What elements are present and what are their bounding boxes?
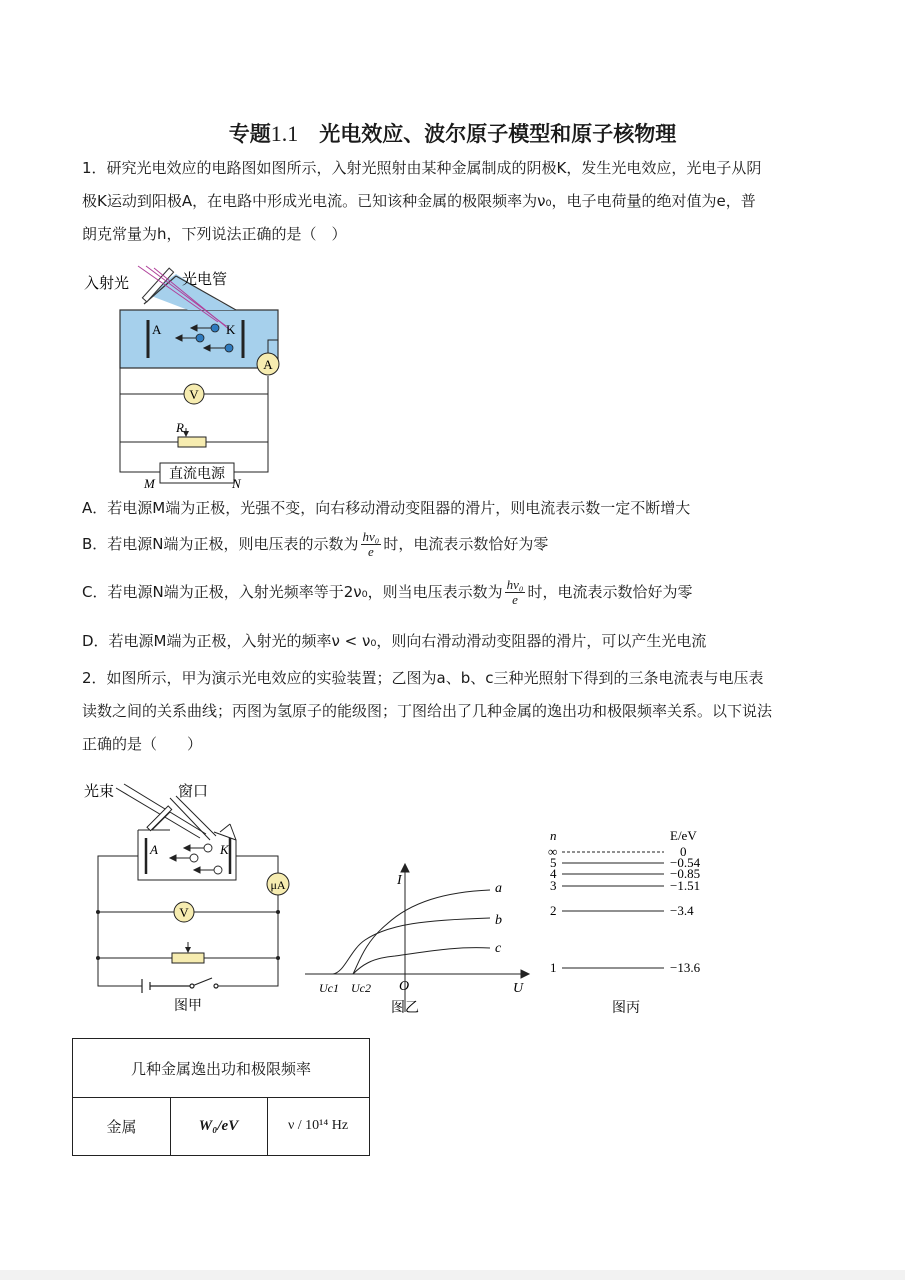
- q1-option-c: [82, 578, 692, 607]
- fig-bing-energy-levels: [540, 822, 740, 1022]
- rheostat-icon: [172, 953, 204, 963]
- terminal-m-label: M: [144, 476, 155, 491]
- level-n: ∞: [548, 844, 558, 859]
- q2-line3: 正确的是（ ）: [82, 735, 203, 753]
- ammeter-label: A: [263, 357, 273, 372]
- title-number: 1.1: [270, 121, 299, 146]
- q1-line2: 极K运动到阳极A，在电路中形成光电流。已知该种金属的极限频率为ν₀，电子电荷量的绝对值为e，普: [82, 192, 756, 210]
- level-e: −0.54: [670, 855, 701, 870]
- voltmeter-label: V: [179, 905, 189, 920]
- fig-jia: [80, 778, 300, 1018]
- q2-line1: 如图所示，甲为演示光电效应的实验装置；乙图为a、b、c三种光照射下得到的三条电流表与电压表: [106, 669, 764, 687]
- frac-denominator: e: [512, 592, 518, 607]
- page-bottom-strip: [0, 1270, 905, 1280]
- anode-label: A: [152, 322, 162, 337]
- level-e: −3.4: [670, 903, 694, 918]
- level-e: −13.6: [670, 960, 701, 975]
- q1-option-d: D．若电源M端为正极，入射光的频率ν < ν₀，则向右滑动滑动变阻器的滑片，可以产生光电流: [82, 632, 707, 650]
- q2-number: 2．: [82, 669, 107, 687]
- curve-c-label: c: [495, 941, 502, 956]
- rheostat-icon: [178, 437, 206, 447]
- level-n: 1: [550, 960, 557, 975]
- curve-c: [353, 948, 490, 974]
- battery-switch-icon: [142, 978, 218, 993]
- resistor-label: R: [176, 420, 184, 435]
- question-2-stem: [82, 662, 827, 761]
- table-header-frequency: ν / 10¹⁴ Hz: [287, 1118, 349, 1133]
- q1-circuit-figure: [78, 264, 298, 494]
- q1-option-b-fraction: [361, 530, 382, 559]
- q1-option-c-pre: C．若电源N端为正极，入射光频率等于2ν₀，则当电压表示数为: [82, 583, 503, 601]
- window-label: 窗口: [178, 784, 209, 800]
- title-prefix: 专题: [228, 122, 271, 146]
- curve-b-label: b: [495, 913, 502, 928]
- frac-numerator: hν₀: [506, 577, 524, 592]
- anode-label: A: [150, 842, 158, 857]
- beam-label: 光束: [84, 784, 115, 800]
- tube-label: 光电管: [182, 272, 228, 288]
- q1-option-b: [82, 530, 548, 559]
- e-header: E/eV: [670, 828, 697, 843]
- fig-bing-caption: 图丙: [612, 1001, 640, 1016]
- terminal-n-label: N: [232, 476, 241, 491]
- dc-source-label: 直流电源: [169, 467, 225, 482]
- fig-jia-caption: 图甲: [174, 999, 202, 1014]
- frac-denominator: e: [368, 544, 374, 559]
- level-n: 2: [550, 903, 557, 918]
- q1-option-a: A．若电源M端为正极，光强不变，向右移动滑动变阻器的滑片，则电流表示数一定不断增大: [82, 499, 691, 517]
- level-n: 3: [550, 878, 557, 893]
- x-axis-label: U: [513, 981, 524, 996]
- q2-line2: 读数之间的关系曲线；丙图为氢原子的能级图；丁图给出了几种金属的逸出功和极限频率关系。以下说法: [82, 702, 773, 720]
- level-e: −0.85: [670, 866, 701, 881]
- fig-yi-caption: 图乙: [391, 1001, 419, 1016]
- table-caption: 几种金属逸出功和极限频率: [73, 1039, 369, 1098]
- y-axis-label: I: [397, 873, 402, 888]
- cathode-label: K: [226, 322, 236, 337]
- frac-numerator: hν₀: [362, 529, 380, 544]
- table-header-work-function: W₀/eV: [170, 1097, 268, 1155]
- cathode-label: K: [220, 842, 229, 857]
- fig-yi-chart: [305, 862, 535, 1022]
- q1-option-b-pre: B．若电源N端为正极，则电压表的示数为: [82, 535, 359, 553]
- voltmeter-label: V: [189, 387, 199, 402]
- q1-option-c-fraction: [505, 578, 526, 607]
- q1-number: 1．: [82, 159, 107, 177]
- n-header: n: [550, 828, 557, 843]
- microammeter-label: μA: [270, 878, 286, 892]
- level-e: 0: [680, 844, 687, 859]
- incident-light-label: 入射光: [84, 276, 130, 292]
- table-header-metal: 金属: [73, 1097, 171, 1155]
- q1-option-c-post: 时，电流表示数恰好为零: [527, 583, 693, 601]
- uc1-label: Uc1: [319, 981, 339, 995]
- curve-a-label: a: [495, 881, 502, 896]
- q1-line3: 朗克常量为h，下列说法正确的是（ ）: [82, 225, 347, 243]
- level-n: 5: [550, 855, 557, 870]
- q1-line1: 研究光电效应的电路图如图所示，入射光照射由某种金属制成的阴极K，发生光电效应，光电子从阴: [106, 159, 762, 177]
- page-title: [0, 118, 905, 148]
- uc2-label: Uc2: [351, 981, 371, 995]
- q1-option-b-post: 时，电流表示数恰好为零: [383, 535, 549, 553]
- origin-label: O: [399, 979, 410, 994]
- level-n: 4: [550, 866, 557, 881]
- title-text: 光电效应、波尔原子模型和原子核物理: [319, 122, 677, 146]
- level-e: −1.51: [670, 878, 701, 893]
- question-1-stem: [82, 152, 827, 251]
- metal-table: [72, 1038, 370, 1156]
- curve-a: [353, 890, 490, 974]
